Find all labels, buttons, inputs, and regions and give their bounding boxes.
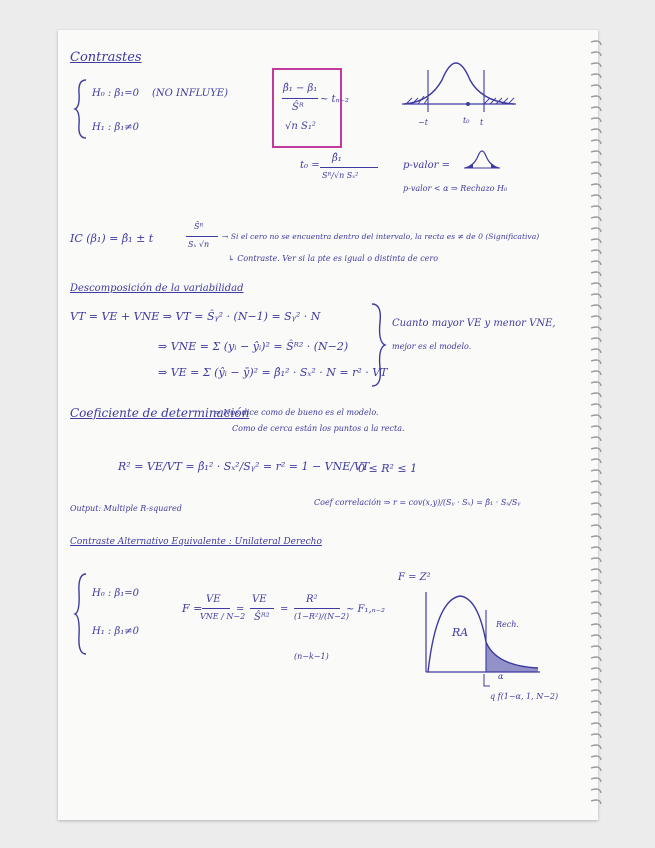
descomposicion-title: Descomposición de la variabilidad	[70, 283, 244, 294]
stat-den-bottom: √n S₁²	[285, 121, 316, 132]
t0-numerator: β̂₁	[332, 153, 342, 164]
determinacion-desc-1: ⇒ Nos dice como de bueno es el modelo.	[214, 408, 379, 417]
spiral-ring	[591, 393, 601, 397]
ic-frac-num: Ŝᴿ	[194, 222, 204, 231]
spiral-ring	[591, 118, 601, 122]
spiral-ring	[591, 41, 601, 45]
spiral-ring	[591, 206, 601, 210]
tick-t0-label: t₀	[463, 116, 470, 125]
descomp-line-2: ⇒ VNE = Σ (yᵢ − ŷᵢ)² = Ŝᴿ² · (N−2)	[158, 340, 349, 353]
spiral-ring	[591, 591, 601, 595]
t0-fraction-bar	[320, 167, 378, 168]
spiral-ring	[591, 283, 601, 287]
f-den-2: Ŝᴿ²	[254, 612, 270, 623]
test-statistic-box	[272, 68, 342, 148]
spiral-ring	[591, 712, 601, 716]
descomp-brace	[370, 302, 386, 388]
pvalue-mini-plot	[462, 146, 502, 172]
spiral-ring	[591, 415, 601, 419]
tick-left-label: −t	[418, 118, 428, 127]
f-num-1: VE	[206, 594, 221, 605]
spiral-ring	[591, 327, 601, 331]
spiral-ring	[591, 767, 601, 771]
f-distribution: ~ F₁,ₙ₋₂	[346, 604, 386, 615]
r2-formula: R² = VE/VT = β̂₁² · Sₓ²/Sᵧ² = r² = 1 − VNE/VT	[118, 460, 370, 473]
spiral-ring	[591, 569, 601, 573]
spiral-binding	[590, 38, 602, 808]
spiral-ring	[591, 63, 601, 67]
spiral-ring	[591, 184, 601, 188]
spiral-ring	[591, 261, 601, 265]
correlation-formula: Coef correlación ⇒ r = cov(x,y)/(Sᵧ · Sₓ) = β̂₁ · Sₓ/Sᵧ	[314, 498, 521, 507]
f-distribution-plot	[420, 590, 542, 686]
f-bar-3	[294, 608, 340, 609]
output-label: Output: Multiple R-squared	[70, 504, 182, 513]
spiral-ring	[591, 151, 601, 155]
stat-numerator: β̂₁ − β₁	[283, 83, 318, 94]
spiral-ring	[591, 426, 601, 430]
spiral-ring	[591, 448, 601, 452]
spiral-ring	[591, 404, 601, 408]
spiral-ring	[591, 558, 601, 562]
stat-den-top: Ŝᴿ	[292, 102, 304, 113]
spiral-ring	[591, 52, 601, 56]
descomp-line-1: VT = VE + VNE ⇒ VT = Ŝᵧ² · (N−1) = Sᵧ² · N	[70, 310, 321, 323]
spiral-ring	[591, 514, 601, 518]
stat-distribution: ~ tₙ₋₂	[320, 94, 349, 105]
spiral-ring	[591, 481, 601, 485]
spiral-ring	[591, 459, 601, 463]
spiral-ring	[591, 173, 601, 177]
h1-hypothesis: H₁ : β₁≠0	[92, 122, 139, 133]
ic-frac-den: Sₓ √n	[188, 240, 210, 249]
f-bar-1	[202, 608, 230, 609]
spiral-ring	[591, 679, 601, 683]
spiral-ring	[591, 657, 601, 661]
t0-lhs: t₀ =	[300, 160, 320, 171]
spiral-ring	[591, 602, 601, 606]
spiral-ring	[591, 800, 601, 804]
spiral-ring	[591, 85, 601, 89]
descomp-line-3: ⇒ VE = Σ (ŷᵢ − ȳ)² = β̂₁² · Sₓ² · N = r² · VT	[158, 366, 388, 379]
spiral-ring	[591, 382, 601, 386]
ic-formula: IC (β₁) = β̂₁ ± t	[70, 232, 154, 245]
spiral-ring	[591, 470, 601, 474]
spiral-ring	[591, 745, 601, 749]
t0-denominator: Sᴿ/√n Sₓ²	[322, 171, 359, 180]
spiral-ring	[591, 250, 601, 254]
f-den-1: VNE / N−2	[200, 612, 246, 621]
ic-fraction-bar	[186, 236, 218, 237]
alternativo-title: Contraste Alternativo Equivalente : Unilateral Derecho	[70, 537, 322, 547]
spiral-ring	[591, 74, 601, 78]
descomp-note: Cuanto mayor VE y menor VNE,	[392, 318, 556, 329]
r2-range: 0 ≤ R² ≤ 1	[358, 462, 418, 475]
spiral-ring	[591, 789, 601, 793]
spiral-ring	[591, 162, 601, 166]
spiral-ring	[591, 360, 601, 364]
spiral-ring	[591, 349, 601, 353]
h0-hypothesis: H₀ : β₁=0	[92, 88, 139, 99]
spiral-ring	[591, 635, 601, 639]
spiral-ring	[591, 547, 601, 551]
quantile-label: q f(1−α, 1, N−2)	[490, 692, 559, 701]
spiral-ring	[591, 580, 601, 584]
spiral-ring	[591, 525, 601, 529]
alt-hypothesis-brace	[74, 572, 88, 656]
spiral-ring	[591, 503, 601, 507]
determinacion-title: Coeficiente de determinación	[70, 406, 250, 420]
spiral-ring	[591, 668, 601, 672]
alt-h0: H₀ : β₁=0	[92, 588, 139, 599]
ic-note-2: ↳ Contraste. Ver si la pte es igual o distinta de cero	[228, 254, 439, 263]
pvalue-label: p-valor =	[403, 160, 450, 171]
ra-label: RA	[452, 626, 469, 639]
spiral-ring	[591, 96, 601, 100]
alpha-label: α	[498, 672, 504, 681]
f-label: F =	[182, 602, 203, 615]
pvalue-rule: p-valor < α ⇒ Rechazo H₀	[403, 184, 508, 193]
spiral-ring	[591, 338, 601, 342]
spiral-ring	[591, 239, 601, 243]
spiral-ring	[591, 140, 601, 144]
spiral-ring	[591, 272, 601, 276]
spiral-ring	[591, 701, 601, 705]
spiral-ring	[591, 690, 601, 694]
spiral-ring	[591, 723, 601, 727]
f-num-2: VE	[252, 594, 267, 605]
f-num-3: R²	[306, 594, 318, 605]
spiral-ring	[591, 228, 601, 232]
rech-label: Rech.	[496, 620, 519, 629]
spiral-ring	[591, 646, 601, 650]
spiral-ring	[591, 316, 601, 320]
spiral-ring	[591, 734, 601, 738]
f-eq-sign-1: =	[236, 604, 245, 615]
f-den-3: (1−R²)/(N−2)	[294, 612, 349, 621]
spiral-ring	[591, 305, 601, 309]
spiral-ring	[591, 217, 601, 221]
f-eq-sign-2: =	[280, 604, 289, 615]
spiral-ring	[591, 756, 601, 760]
f-bar-2	[250, 608, 274, 609]
spiral-ring	[591, 437, 601, 441]
spiral-ring	[591, 778, 601, 782]
brace-note: (n−k−1)	[294, 652, 329, 661]
spiral-ring	[591, 536, 601, 540]
spiral-ring	[591, 371, 601, 375]
tick-right-label: t	[480, 118, 484, 127]
spiral-ring	[591, 492, 601, 496]
spiral-ring	[591, 195, 601, 199]
contrastes-title: Contrastes	[70, 50, 142, 65]
f-graph-title: F = Z²	[398, 572, 431, 583]
spiral-ring	[591, 613, 601, 617]
spiral-ring	[591, 624, 601, 628]
descomp-note-2: mejor es el modelo.	[392, 342, 472, 351]
spiral-ring	[591, 107, 601, 111]
spiral-ring	[591, 129, 601, 133]
h0-note: (NO INFLUYE)	[152, 88, 228, 99]
hypothesis-brace	[74, 78, 88, 140]
alt-h1: H₁ : β₁≠0	[92, 626, 139, 637]
stat-fraction-bar	[282, 98, 318, 99]
determinacion-desc-2: Como de cerca están los puntos a la recta.	[232, 424, 405, 433]
spiral-ring	[591, 294, 601, 298]
ic-note-1: → Si el cero no se encuentra dentro del intervalo, la recta es ≠ de 0 (Significativa)	[222, 232, 540, 241]
